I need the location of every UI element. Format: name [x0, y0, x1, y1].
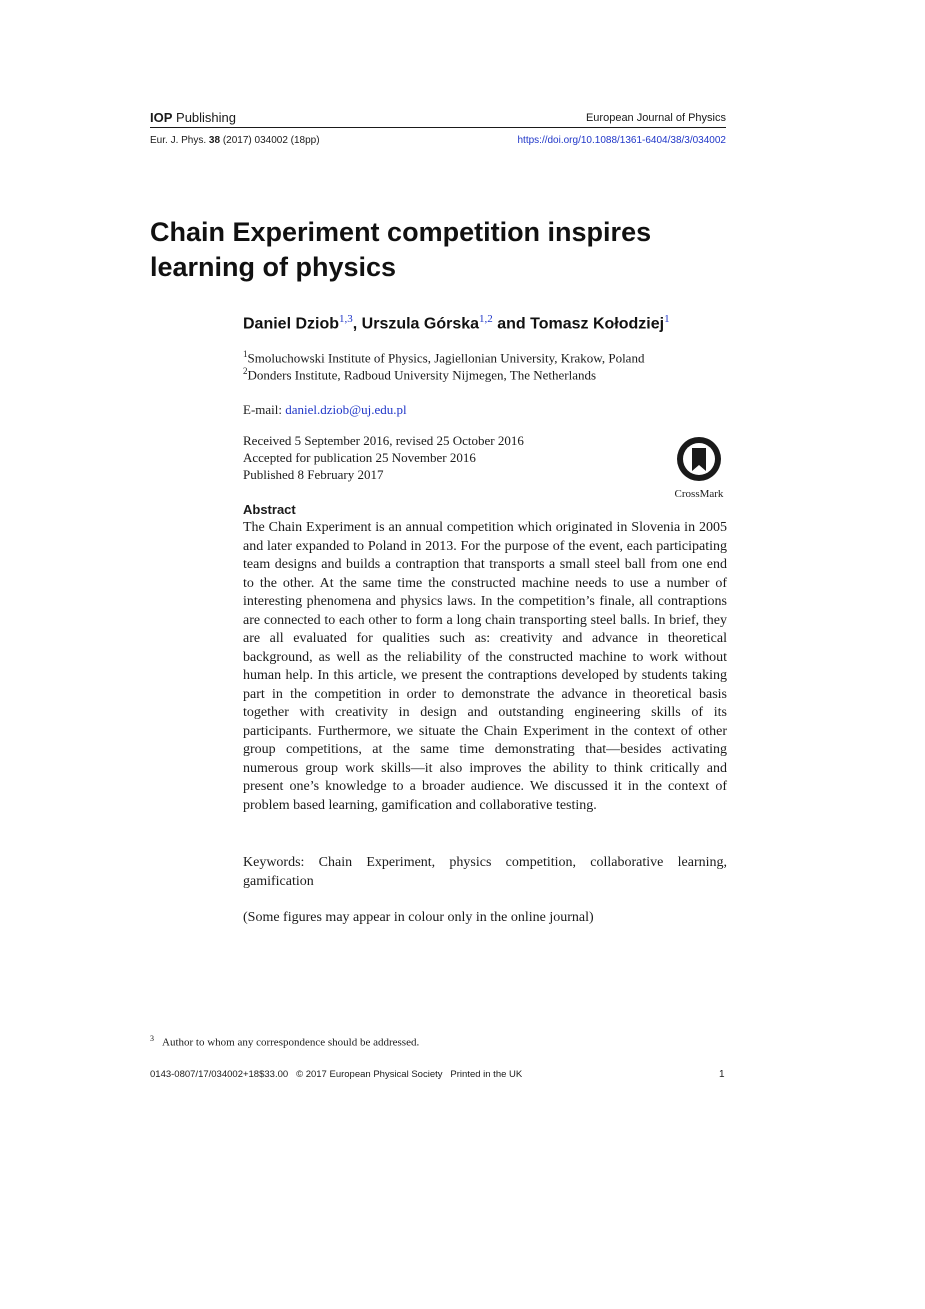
title-line-2: learning of physics — [150, 252, 397, 282]
published-date: Published 8 February 2017 — [243, 467, 384, 482]
author-name: Tomasz Kołodziej — [530, 315, 665, 333]
journal-name: European Journal of Physics — [585, 112, 726, 124]
author-affiliation-marker: 1 — [664, 313, 670, 325]
publisher-logo-bold: IOP — [150, 110, 173, 125]
affiliation-number: 2 — [243, 366, 248, 376]
author-separator: , — [352, 315, 362, 333]
abstract-text: The Chain Experiment is an annual competition which originated in Slovenia in 2005 and later expanded to Poland in 2013. For the purpose of the event, each participating team designs and builds a contraption that transports a small steel ball from one end to the other. At the same time the constructed machine needs to use a number of interesting phenomena and physics laws. In the competition’s finale, all contraptions are connected to each other to form a long chain transporting steel balls. In brief, they are all evaluated for qualities such as: creativity and advance in theoretical background, as well as the reliability of the constructed machine to work without human help. In this article, we present the contraptions developed by students taking part in the competition in order to demonstrate the advance in theoretical basis together with creativity in design and outstanding engineering skills of its participants. Furthermore, we situate the Chain Experiment in the context of other group competitions, at the same time demonstrating that—besides activating numerous group work skills—it also improves the ability to think critically and present one’s knowledge to a broader audience. We discussed it in the context of problem based learning, gamification and collaborative testing. — [243, 520, 727, 813]
crossmark-icon — [676, 436, 722, 482]
imprint-line: 0143-0807/17/034002+18$33.00 © 2017 European Physical Society Printed in the UK — [150, 1069, 523, 1080]
crossmark-badge[interactable] — [670, 436, 728, 500]
author-list — [243, 313, 670, 333]
affiliation — [243, 366, 596, 383]
keywords: Keywords: Chain Experiment, physics competition, collaborative learning, gamification — [243, 855, 727, 889]
colour-note: (Some figures may appear in colour only in the online journal) — [243, 910, 594, 925]
footnote-number: 3 — [150, 1034, 154, 1043]
page-number: 1 — [719, 1069, 725, 1080]
citation-volume: 38 — [208, 135, 221, 146]
received-date: Received 5 September 2016, revised 25 October 2016 — [243, 433, 524, 448]
author-separator: and — [492, 315, 531, 333]
paper-title — [150, 215, 710, 285]
footnote — [150, 1034, 419, 1049]
citation-suffix: (2017) 034002 (18pp) — [220, 135, 320, 146]
affiliation — [243, 349, 644, 366]
accepted-date: Accepted for publication 25 November 2016 — [243, 450, 476, 465]
doi-link[interactable]: https://doi.org/10.1088/1361-6404/38/3/034002 — [517, 135, 726, 146]
abstract-heading: Abstract — [243, 502, 296, 517]
author-affiliation-marker: 1,3 — [339, 313, 353, 325]
email-label: E-mail: — [243, 402, 286, 417]
citation — [150, 135, 320, 146]
publisher-logo — [150, 110, 236, 125]
affiliation-text: Donders Institute, Radboud University Nijmegen, The Netherlands — [247, 367, 597, 383]
crossmark-label: CrossMark — [674, 488, 724, 500]
header-rule — [150, 127, 726, 128]
author-name: Urszula Górska — [361, 315, 480, 333]
affiliation-text: Smoluchowski Institute of Physics, Jagiellonian University, Krakow, Poland — [247, 350, 645, 366]
affiliation-number: 1 — [243, 349, 248, 359]
title-line-1: Chain Experiment competition inspires — [150, 217, 652, 247]
author-name: Daniel Dziob — [243, 315, 340, 333]
footnote-text: Author to whom any correspondence should be addressed. — [162, 1036, 420, 1049]
email-line — [243, 402, 407, 418]
citation-prefix: Eur. J. Phys. — [150, 135, 209, 146]
publisher-logo-rest: Publishing — [172, 110, 237, 125]
author-affiliation-marker: 1,2 — [479, 313, 493, 325]
email-link[interactable]: daniel.dziob@uj.edu.pl — [285, 402, 407, 417]
